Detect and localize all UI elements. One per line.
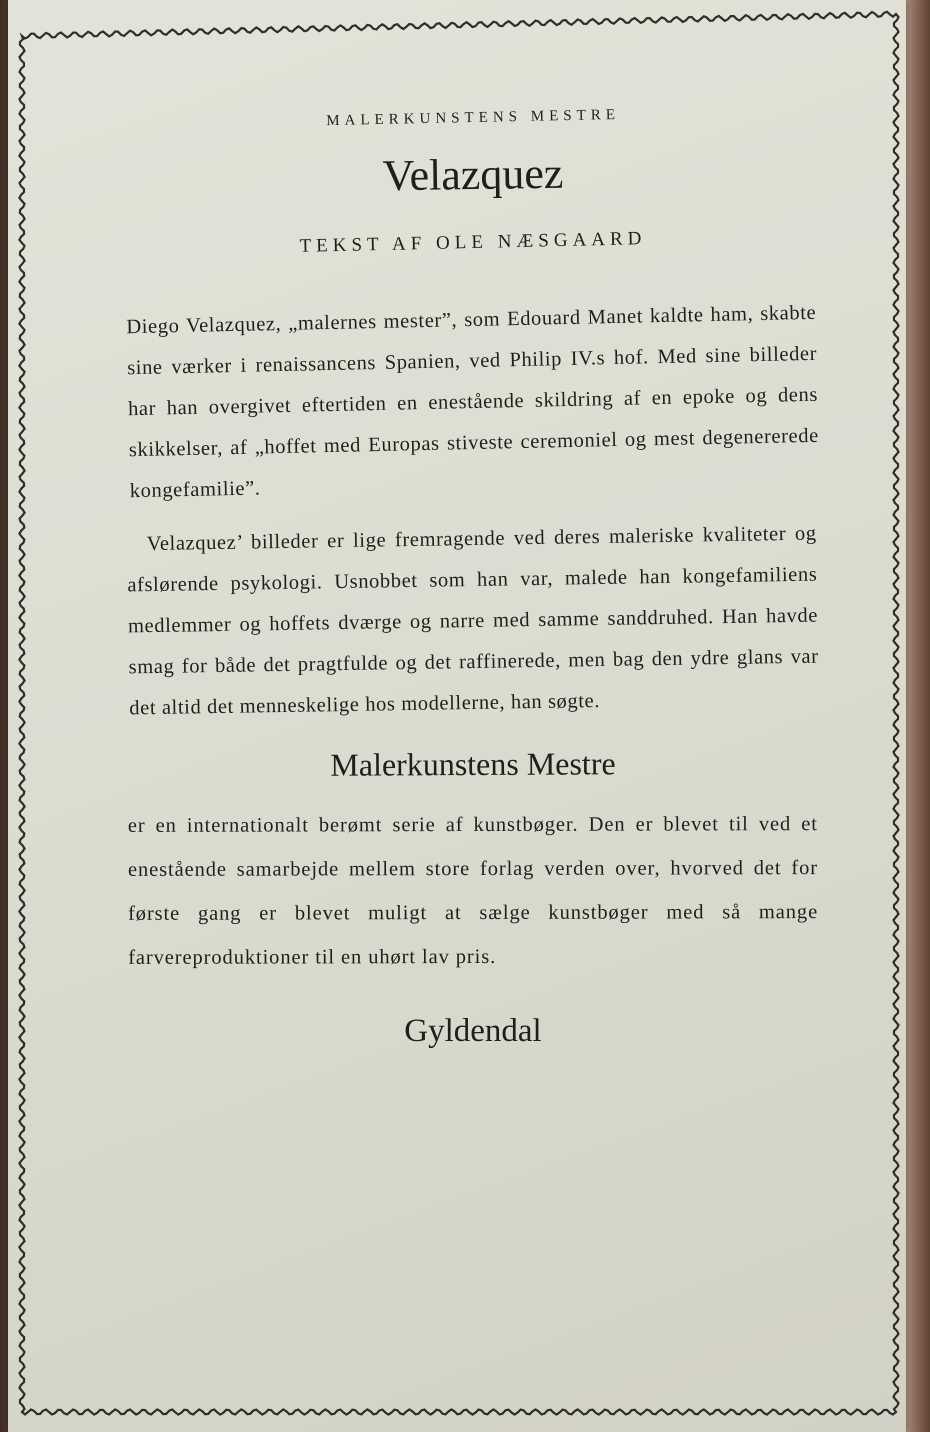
author-line: TEKST AF OLE NÆSGAARD xyxy=(299,228,647,257)
series-caps-label: MALERKUNSTENS MESTRE xyxy=(326,106,621,130)
series-heading: Malerkunstens Mestre xyxy=(330,745,616,783)
book-back-cover xyxy=(8,0,906,1432)
description-paragraph-2: Velazquez’ billeder er lige fremragende ved deres maleriske kvaliteter og afslørende psykologi. Usnobbet som han var, malede han kongefamiliens medlemmer og hoffets dværge og narre med samme sanddruhed. Han havde smag for både det pragtfulde og det raffinerede, men bag den ydre glans var det altid det menneskelige hos modellerne, han søgte. xyxy=(127,522,819,720)
series-paragraph: er en internationalt berømt serie af kunstbøger. Den er blevet til ved et enestående samarbejde mellem store forlag verden over, hvorved det for første gang er blevet muligt at sælge kunstbøger med så mange farvereproduktioner til en uhørt lav pris. xyxy=(127,813,819,969)
publisher-name: Gyldendal xyxy=(404,1013,542,1049)
cover-text xyxy=(128,100,818,1050)
book-title: Velazquez xyxy=(382,148,564,201)
description-paragraph-1: Diego Velazquez, „malernes mester”, som Edouard Manet kaldte ham, skabte sine værker i renaissancens Spanien, ved Philip IV.s hof. Med sine billeder har han overgivet eftertiden en enestående skildring af en epoke og dens skikkelser, af „hoffet med Europas stiveste ceremoniel og mest degenererede kongefamilie”. xyxy=(126,301,820,503)
